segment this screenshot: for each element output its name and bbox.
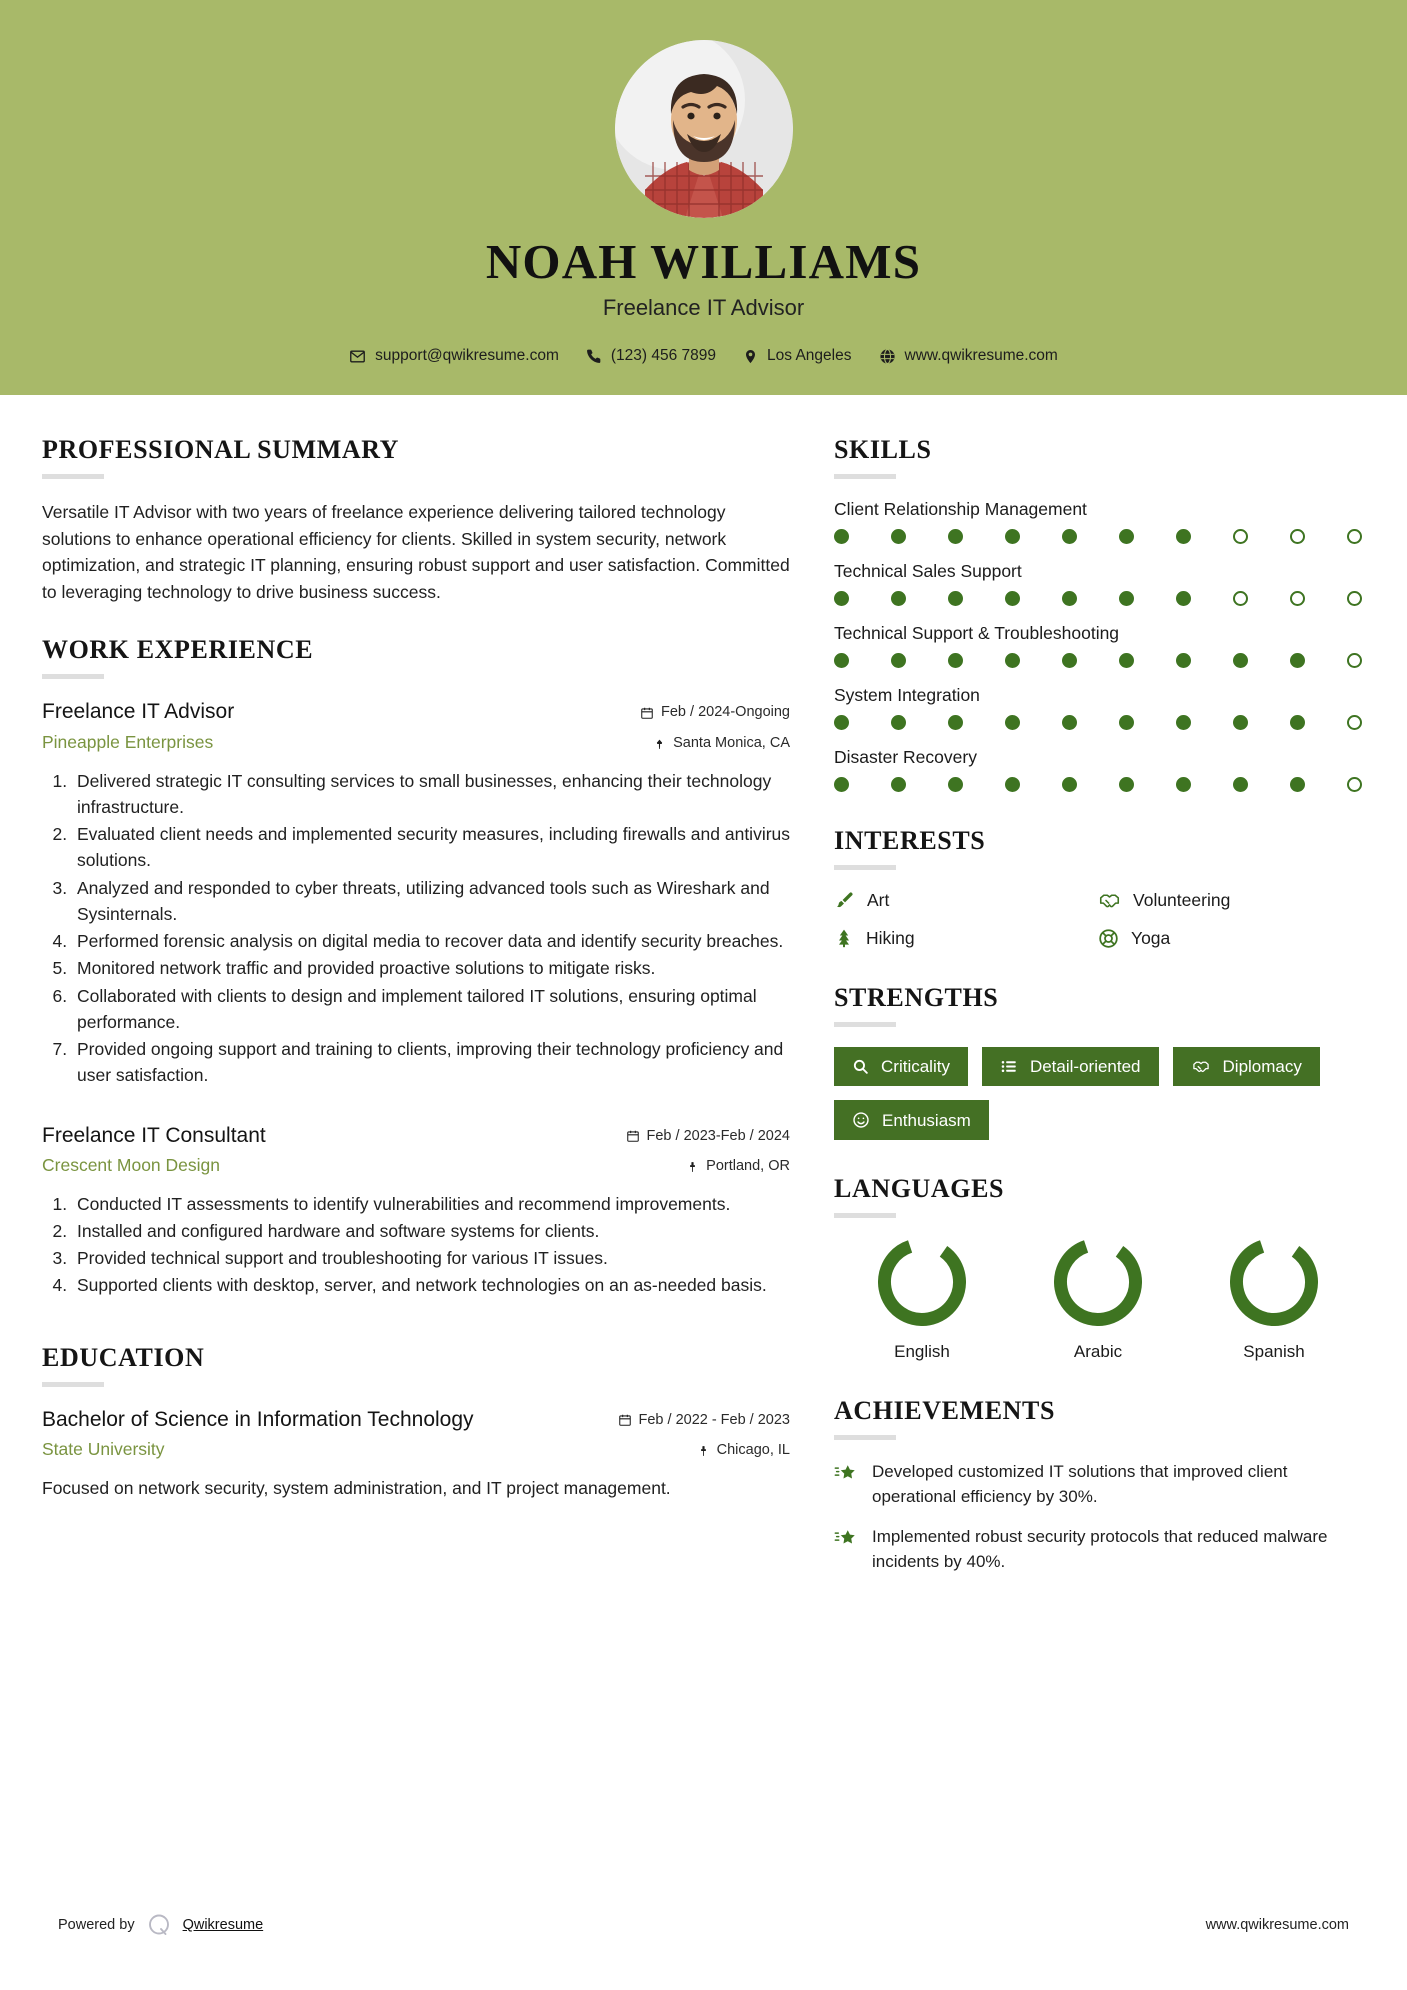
rating-dot-filled bbox=[948, 777, 963, 792]
section-heading: LANGUAGES bbox=[834, 1174, 1005, 1203]
education-entry-main bbox=[42, 1407, 497, 1460]
section-heading: INTERESTS bbox=[834, 826, 986, 855]
experience-date-row bbox=[595, 1127, 790, 1147]
education-description: Focused on network security, system administration, and IT project management. bbox=[42, 1477, 671, 1498]
rating-dot-filled bbox=[834, 777, 849, 792]
section-divider bbox=[834, 1022, 896, 1027]
rating-dot-filled bbox=[1005, 777, 1020, 792]
section-heading: PROFESSIONAL SUMMARY bbox=[42, 435, 400, 464]
education-degree: Bachelor of Science in Information Technology bbox=[42, 1407, 474, 1431]
globe-icon bbox=[879, 348, 896, 365]
interest-item bbox=[1098, 890, 1362, 911]
star-icon bbox=[834, 1525, 858, 1549]
contact-phone-text: (123) 456 7899 bbox=[610, 347, 717, 365]
rating-dot-filled bbox=[891, 715, 906, 730]
contact-website[interactable] bbox=[879, 347, 1058, 365]
skill-rating bbox=[834, 591, 1362, 606]
skill-name: Technical Sales Support bbox=[834, 561, 1022, 581]
list-item: 3. Analyzed and responded to cyber threats, utilizing advanced tools such as Wireshark and Sysinternals. bbox=[72, 875, 790, 928]
rating-dot-filled bbox=[1176, 529, 1191, 544]
language-item bbox=[1186, 1238, 1362, 1362]
rating-dot-filled bbox=[1233, 653, 1248, 668]
experience-entry-main bbox=[42, 1123, 595, 1176]
experience-bullets bbox=[42, 1191, 790, 1299]
rating-dot-filled bbox=[1176, 777, 1191, 792]
rating-dot-empty bbox=[1233, 529, 1248, 544]
education-date-end bbox=[721, 1412, 790, 1429]
rating-dot-filled bbox=[1290, 777, 1305, 792]
rating-dot-filled bbox=[1005, 653, 1020, 668]
list-item: 5. Monitored network traffic and provided proactive solutions to mitigate risks. bbox=[72, 955, 790, 981]
section-interests bbox=[834, 826, 1362, 949]
contact-email[interactable] bbox=[349, 347, 559, 365]
education-location-row bbox=[595, 1441, 790, 1461]
rating-dot-filled bbox=[1176, 715, 1191, 730]
interest-item bbox=[834, 890, 1098, 911]
rating-dot-filled bbox=[948, 715, 963, 730]
section-heading: STRENGTHS bbox=[834, 983, 999, 1012]
skill-rating bbox=[834, 653, 1362, 668]
language-item bbox=[1010, 1238, 1186, 1362]
skill-item bbox=[834, 623, 1362, 668]
rating-dot-empty bbox=[1347, 653, 1362, 668]
skill-name: Client Relationship Management bbox=[834, 499, 1087, 519]
section-divider bbox=[834, 474, 896, 479]
experience-date-row bbox=[595, 703, 790, 723]
section-achievements bbox=[834, 1396, 1362, 1575]
skill-item bbox=[834, 499, 1362, 544]
list-item: 1. Delivered strategic IT consulting services to small businesses, enhancing their technology infrastructure. bbox=[72, 768, 790, 821]
summary-text: Versatile IT Advisor with two years of freelance experience delivering tailored technology solutions to enhance operational efficiency for clients. Skilled in system security, network optimization, and strategic IT planning, ensuring robust support and user satisfaction. Committed to leveraging technology to drive business success. bbox=[42, 502, 790, 602]
section-work-experience bbox=[42, 635, 790, 1298]
footer-powered-by-label: Powered by bbox=[58, 1917, 135, 1933]
rating-dot-filled bbox=[834, 529, 849, 544]
experience-location-row bbox=[595, 734, 790, 754]
paintbrush-icon bbox=[834, 890, 855, 911]
tree-icon bbox=[834, 927, 854, 949]
rating-dot-filled bbox=[1062, 653, 1077, 668]
rating-dot-empty bbox=[1347, 591, 1362, 606]
calendar-icon bbox=[640, 706, 654, 720]
skill-item bbox=[834, 747, 1362, 792]
smiley-icon bbox=[852, 1111, 870, 1129]
education-school: State University bbox=[42, 1438, 165, 1459]
experience-role: Freelance IT Advisor bbox=[42, 700, 235, 724]
footer-branding bbox=[58, 1912, 263, 1938]
education-date-end-text: Feb / 2023 bbox=[720, 1411, 790, 1428]
rating-dot-empty bbox=[1290, 591, 1305, 606]
resume-header bbox=[0, 0, 1407, 395]
section-heading: EDUCATION bbox=[42, 1342, 205, 1372]
section-divider bbox=[834, 1213, 896, 1218]
section-heading: ACHIEVEMENTS bbox=[834, 1396, 1056, 1425]
experience-meta bbox=[595, 1123, 790, 1177]
pin-icon bbox=[743, 348, 758, 365]
rating-dot-filled bbox=[1005, 529, 1020, 544]
handshake-icon bbox=[1191, 1058, 1211, 1075]
section-divider bbox=[42, 1382, 104, 1387]
education-date-row bbox=[595, 1411, 790, 1431]
skill-item bbox=[834, 685, 1362, 730]
language-name: Spanish bbox=[1243, 1342, 1305, 1361]
language-progress-ring bbox=[1054, 1238, 1142, 1326]
rating-dot-filled bbox=[1290, 715, 1305, 730]
education-date-separator: - bbox=[711, 1411, 717, 1428]
skill-rating bbox=[834, 529, 1362, 544]
strength-label: Enthusiasm bbox=[882, 1110, 971, 1130]
rating-dot-filled bbox=[1233, 715, 1248, 730]
education-entry-header bbox=[42, 1407, 790, 1461]
rating-dot-filled bbox=[1005, 591, 1020, 606]
rating-dot-filled bbox=[834, 715, 849, 730]
rating-dot-empty bbox=[1290, 529, 1305, 544]
right-column bbox=[834, 435, 1362, 1605]
experience-entry-main bbox=[42, 699, 595, 752]
experience-entry bbox=[42, 1123, 790, 1299]
language-progress-ring bbox=[1230, 1238, 1318, 1326]
section-professional-summary bbox=[42, 435, 790, 605]
map-pin-icon bbox=[653, 737, 666, 751]
skill-rating bbox=[834, 715, 1362, 730]
experience-entry-header bbox=[42, 699, 790, 753]
rating-dot-filled bbox=[891, 591, 906, 606]
handshake-icon bbox=[1098, 890, 1121, 911]
page-title: NOAH WILLIAMS bbox=[485, 234, 922, 289]
section-languages bbox=[834, 1174, 1362, 1362]
lifebuoy-icon bbox=[1098, 928, 1119, 949]
rating-dot-filled bbox=[1176, 653, 1191, 668]
calendar-icon bbox=[618, 1413, 632, 1427]
experience-entry bbox=[42, 699, 790, 1088]
section-education bbox=[42, 1343, 790, 1501]
achievement-text: Implemented robust security protocols that reduced malware incidents by 40%. bbox=[872, 1527, 1328, 1571]
contact-bar bbox=[349, 347, 1058, 365]
interest-item bbox=[1098, 927, 1362, 949]
skill-item bbox=[834, 561, 1362, 606]
list-item: 7. Provided ongoing support and training to clients, improving their technology proficiency and user satisfaction. bbox=[72, 1036, 790, 1089]
left-column bbox=[42, 435, 790, 1605]
experience-date: Feb / 2024-Ongoing bbox=[661, 704, 790, 721]
resume-body bbox=[0, 395, 1407, 1605]
achievement-item bbox=[834, 1525, 1362, 1574]
rating-dot-filled bbox=[1119, 529, 1134, 544]
education-location: Chicago, IL bbox=[716, 1442, 790, 1459]
strength-label: Criticality bbox=[881, 1057, 950, 1076]
experience-bullets bbox=[42, 768, 790, 1089]
list-item: 3. Provided technical support and troubleshooting for various IT issues. bbox=[72, 1245, 790, 1271]
qwikresume-logo-icon bbox=[146, 1912, 172, 1938]
rating-dot-filled bbox=[834, 591, 849, 606]
rating-dot-filled bbox=[1119, 715, 1134, 730]
list-item: 6. Collaborated with clients to design and implement tailored IT solutions, ensuring optimal performance. bbox=[72, 983, 790, 1036]
map-pin-icon bbox=[697, 1444, 710, 1458]
language-item bbox=[834, 1238, 1010, 1362]
rating-dot-filled bbox=[891, 529, 906, 544]
rating-dot-filled bbox=[1005, 715, 1020, 730]
rating-dot-filled bbox=[1119, 653, 1134, 668]
section-divider bbox=[834, 865, 896, 870]
rating-dot-filled bbox=[1233, 777, 1248, 792]
experience-role: Freelance IT Consultant bbox=[42, 1123, 266, 1147]
rating-dot-filled bbox=[948, 591, 963, 606]
search-icon bbox=[852, 1058, 869, 1075]
rating-dot-filled bbox=[1119, 777, 1134, 792]
rating-dot-filled bbox=[891, 653, 906, 668]
language-name: Arabic bbox=[1073, 1342, 1123, 1361]
rating-dot-filled bbox=[891, 777, 906, 792]
interest-item bbox=[834, 927, 1098, 949]
mail-icon bbox=[349, 348, 366, 365]
section-heading: SKILLS bbox=[834, 435, 932, 464]
strengths-list bbox=[834, 1047, 1362, 1140]
interest-label: Art bbox=[867, 890, 890, 910]
experience-entry-header bbox=[42, 1123, 790, 1177]
rating-dot-filled bbox=[1062, 591, 1077, 606]
skill-name: System Integration bbox=[834, 685, 980, 705]
strength-chip-diplomacy bbox=[1173, 1047, 1320, 1086]
education-date-range bbox=[639, 1411, 791, 1431]
list-icon bbox=[1000, 1058, 1018, 1075]
rating-dot-filled bbox=[1176, 591, 1191, 606]
page-footer bbox=[0, 1912, 1407, 1938]
list-item: 2. Evaluated client needs and implemented security measures, including firewalls and antivirus solutions. bbox=[72, 821, 790, 874]
contact-location bbox=[743, 347, 851, 365]
education-meta bbox=[595, 1407, 790, 1461]
strength-chip-enthusiasm bbox=[834, 1100, 989, 1140]
phone-icon bbox=[586, 348, 602, 364]
rating-dot-empty bbox=[1347, 777, 1362, 792]
section-strengths bbox=[834, 983, 1362, 1140]
education-date-start-text: Feb / 2022 bbox=[638, 1411, 708, 1428]
section-divider bbox=[834, 1435, 896, 1440]
list-item: 4. Performed forensic analysis on digital media to recover data and identify security breaches. bbox=[72, 928, 790, 954]
footer-website[interactable]: www.qwikresume.com bbox=[1205, 1917, 1349, 1933]
contact-location-text: Los Angeles bbox=[767, 347, 852, 365]
rating-dot-filled bbox=[1062, 777, 1077, 792]
strength-chip-criticality bbox=[834, 1047, 968, 1086]
rating-dot-filled bbox=[1062, 715, 1077, 730]
avatar-photo bbox=[615, 40, 793, 218]
achievement-text: Developed customized IT solutions that improved client operational efficiency by 30%. bbox=[872, 1462, 1288, 1506]
calendar-icon bbox=[626, 1129, 640, 1143]
interest-label: Volunteering bbox=[1133, 890, 1231, 910]
strength-label: Diplomacy bbox=[1222, 1057, 1302, 1076]
skill-name: Technical Support & Troubleshooting bbox=[834, 623, 1120, 643]
language-progress-ring bbox=[878, 1238, 966, 1326]
education-date-start bbox=[639, 1412, 708, 1429]
section-skills bbox=[834, 435, 1362, 792]
skill-rating bbox=[834, 777, 1362, 792]
section-divider bbox=[42, 674, 104, 679]
interest-label: Yoga bbox=[1131, 927, 1171, 948]
section-heading: WORK EXPERIENCE bbox=[42, 635, 314, 665]
rating-dot-filled bbox=[1119, 591, 1134, 606]
languages-list bbox=[834, 1238, 1362, 1362]
rating-dot-filled bbox=[948, 529, 963, 544]
rating-dot-empty bbox=[1347, 715, 1362, 730]
interests-grid bbox=[834, 890, 1362, 949]
list-item: 1. Conducted IT assessments to identify vulnerabilities and recommend improvements. bbox=[72, 1191, 790, 1217]
experience-location: Portland, OR bbox=[706, 1158, 790, 1175]
job-title: Freelance IT Advisor bbox=[602, 295, 805, 321]
rating-dot-filled bbox=[834, 653, 849, 668]
contact-phone[interactable] bbox=[586, 347, 716, 365]
interest-label: Hiking bbox=[866, 927, 915, 948]
rating-dot-empty bbox=[1347, 529, 1362, 544]
strength-label: Detail-oriented bbox=[1029, 1057, 1141, 1076]
footer-brand-link[interactable]: Qwikresume bbox=[182, 1917, 264, 1933]
rating-dot-filled bbox=[948, 653, 963, 668]
star-icon bbox=[834, 1460, 858, 1484]
map-pin-icon bbox=[686, 1160, 699, 1174]
contact-website-text: www.qwikresume.com bbox=[904, 347, 1058, 365]
list-item: 2. Installed and configured hardware and software systems for clients. bbox=[72, 1218, 790, 1244]
achievement-item bbox=[834, 1460, 1362, 1509]
list-item: 4. Supported clients with desktop, server, and network technologies on an as-needed basis. bbox=[72, 1272, 790, 1298]
section-divider bbox=[42, 474, 104, 479]
experience-date: Feb / 2023-Feb / 2024 bbox=[646, 1127, 790, 1144]
experience-location-row bbox=[595, 1157, 790, 1177]
language-name: English bbox=[894, 1342, 950, 1361]
rating-dot-empty bbox=[1233, 591, 1248, 606]
contact-email-text: support@qwikresume.com bbox=[375, 347, 559, 365]
avatar bbox=[615, 40, 793, 218]
rating-dot-filled bbox=[1290, 653, 1305, 668]
education-entry bbox=[42, 1407, 790, 1501]
strength-chip-detail-oriented bbox=[982, 1047, 1159, 1086]
skill-name: Disaster Recovery bbox=[834, 747, 977, 767]
experience-company: Pineapple Enterprises bbox=[42, 731, 214, 752]
experience-meta bbox=[595, 699, 790, 753]
experience-location: Santa Monica, CA bbox=[673, 734, 790, 751]
experience-company: Crescent Moon Design bbox=[42, 1154, 220, 1175]
rating-dot-filled bbox=[1062, 529, 1077, 544]
